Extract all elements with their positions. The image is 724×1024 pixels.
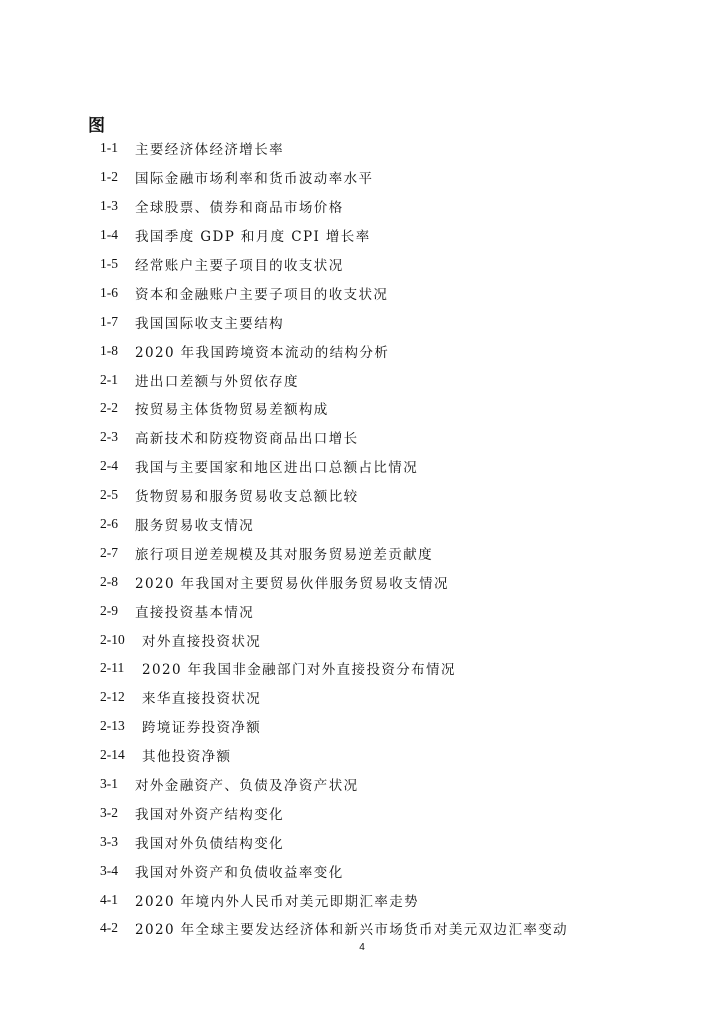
- figure-list-item: [100, 250, 680, 279]
- figure-title: 服务贸易收支情况: [135, 518, 255, 535]
- figure-list-item: [100, 365, 680, 394]
- figure-number: 1-6: [100, 284, 118, 300]
- figure-number: 2-3: [100, 429, 118, 445]
- figure-title: 2020 年我国对主要贸易伙伴服务贸易收支情况: [135, 575, 449, 592]
- figure-title: 2020 年全球主要发达经济体和新兴市场货币对美元双边汇率变动: [135, 922, 569, 939]
- figure-list-item: [100, 538, 680, 567]
- figure-number: 1-4: [100, 227, 118, 243]
- figure-list-item: [100, 221, 680, 250]
- figure-title: 旅行项目逆差规模及其对服务贸易逆差贡献度: [135, 546, 433, 563]
- figure-number: 4-1: [100, 891, 118, 907]
- figure-title: 直接投资基本情况: [135, 604, 255, 621]
- figure-list-item: [100, 510, 680, 539]
- figure-list-item: [100, 192, 680, 221]
- figure-title: 跨境证券投资净额: [142, 720, 262, 737]
- figure-title: 高新技术和防疫物资商品出口增长: [135, 431, 359, 448]
- figure-number: 2-1: [100, 371, 118, 387]
- figure-title: 对外金融资产、负债及净资产状况: [135, 778, 359, 795]
- figure-list-item: [100, 307, 680, 336]
- figure-list-item: [100, 885, 680, 914]
- figure-list-item: [100, 596, 680, 625]
- figure-list-item: [100, 423, 680, 452]
- figure-title: 经常账户主要子项目的收支状况: [135, 258, 344, 274]
- figure-number: 1-5: [100, 256, 118, 271]
- figure-list-item: [100, 712, 680, 741]
- figure-number: 2-13: [100, 718, 125, 734]
- figure-list-item: [100, 452, 680, 481]
- figure-number: 1-3: [100, 198, 118, 214]
- figure-list-item: [100, 770, 680, 799]
- figure-list-item: [100, 798, 680, 827]
- figure-list-item: [100, 278, 680, 307]
- figure-title: 全球股票、债券和商品市场价格: [135, 200, 344, 217]
- figure-number: 2-10: [100, 631, 125, 647]
- figure-number: 2-6: [100, 516, 118, 532]
- figure-number: 1-1: [100, 140, 118, 156]
- figure-title: 我国对外资产结构变化: [135, 806, 284, 823]
- figure-number: 2-5: [100, 487, 118, 503]
- figure-list-item: [100, 654, 680, 683]
- figure-list-item: [100, 856, 680, 885]
- figure-number: 1-7: [100, 313, 118, 329]
- figure-list-item: [100, 336, 680, 365]
- figure-title: 国际金融市场利率和货币波动率水平: [135, 171, 374, 188]
- figure-number: 2-12: [100, 689, 125, 705]
- figure-title: 按贸易主体货物贸易差额构成: [135, 402, 329, 419]
- figure-list-item: [100, 914, 680, 943]
- figure-number: 4-2: [100, 920, 118, 936]
- figure-number: 1-2: [100, 169, 118, 185]
- figure-list-item: [100, 163, 680, 192]
- figure-title: 来华直接投资状况: [142, 691, 262, 708]
- figure-title: 2020 年我国跨境资本流动的结构分析: [135, 344, 390, 361]
- figure-title: 我国国际收支主要结构: [135, 315, 284, 332]
- figure-title: 我国季度 GDP 和月度 CPI 增长率: [135, 229, 371, 246]
- figure-title: 我国对外负债结构变化: [135, 835, 284, 852]
- figure-list-item: [100, 827, 680, 856]
- figure-title: 2020 年境内外人民币对美元即期汇率走势: [135, 893, 420, 910]
- figure-title: 资本和金融账户主要子项目的收支状况: [135, 286, 389, 303]
- figure-title: 我国与主要国家和地区进出口总额占比情况: [135, 460, 419, 477]
- figure-title: 2020 年我国非金融部门对外直接投资分布情况: [142, 662, 456, 679]
- figure-number: 3-2: [100, 804, 118, 820]
- figure-list-item: [100, 481, 680, 510]
- figure-title: 其他投资净额: [142, 749, 232, 766]
- figure-number: 2-11: [100, 660, 125, 676]
- figure-title: 我国对外资产和负债收益率变化: [135, 864, 344, 881]
- figure-title: 主要经济体经济增长率: [135, 142, 284, 159]
- figure-list-item: [100, 625, 680, 654]
- figure-list-item: [100, 394, 680, 423]
- figure-title: 货物贸易和服务贸易收支总额比较: [135, 489, 359, 506]
- figure-number: 2-4: [100, 458, 118, 474]
- figure-number: 3-4: [100, 862, 118, 878]
- figure-list: [100, 134, 680, 943]
- figure-list-item: [100, 741, 680, 770]
- figure-number: 2-7: [100, 544, 118, 560]
- figure-title: 对外直接投资状况: [142, 633, 262, 650]
- figure-list-item: [100, 567, 680, 596]
- figure-number: 1-8: [100, 342, 118, 358]
- figure-number: 2-2: [100, 400, 118, 416]
- figure-number: 2-8: [100, 573, 118, 589]
- figure-number: 2-9: [100, 602, 118, 618]
- figure-number: 3-3: [100, 833, 118, 849]
- page-number: 4: [359, 942, 365, 953]
- figure-list-item: [100, 134, 680, 163]
- figure-list-item: [100, 683, 680, 712]
- figure-number: 3-1: [100, 776, 118, 792]
- figure-number: 2-14: [100, 747, 125, 763]
- section-heading: 图: [88, 116, 106, 136]
- figure-title: 进出口差额与外贸依存度: [135, 373, 299, 390]
